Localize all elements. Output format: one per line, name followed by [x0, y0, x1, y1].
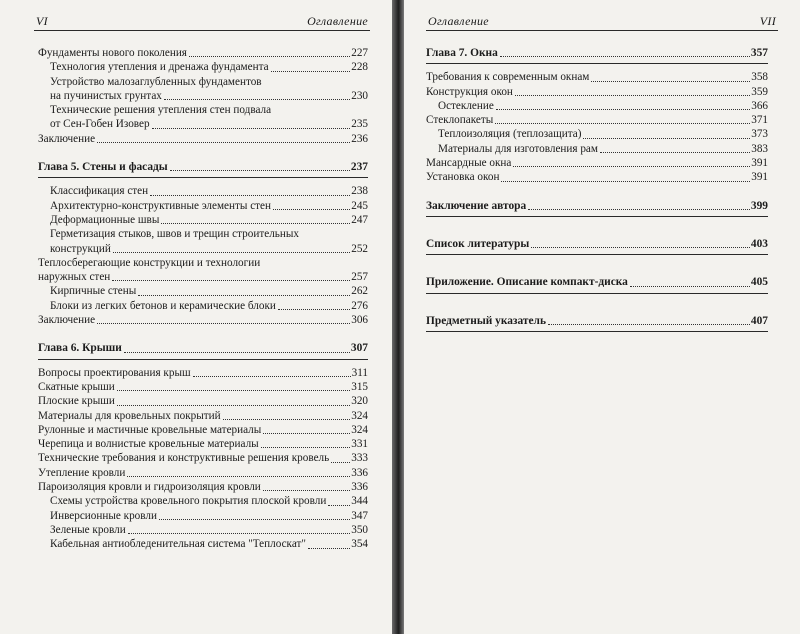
toc-leader-dots — [583, 138, 750, 139]
toc-entry — [38, 242, 368, 256]
toc-entry — [426, 127, 768, 141]
toc-leader-dots — [263, 490, 350, 491]
toc-entry-title: Черепица и волнистые кровельные материалы — [38, 438, 259, 451]
toc-leader-dots — [150, 195, 350, 196]
chapter-rule — [426, 63, 768, 64]
toc-leader-dots — [513, 166, 750, 167]
toc-entry — [38, 409, 368, 423]
chapter-rule — [38, 177, 368, 178]
toc-entry — [38, 523, 368, 537]
toc-entry-title: Скатные крыши — [38, 380, 115, 393]
right-toc — [426, 46, 768, 338]
toc-entry-page: 347 — [351, 509, 368, 522]
toc-entry-title: Вопросы проектирования крыш — [38, 366, 191, 379]
toc-entry — [38, 380, 368, 394]
toc-entry — [38, 451, 368, 465]
chapter-rule — [426, 216, 768, 217]
toc-chapter — [426, 237, 768, 251]
toc-entry-title: Глава 6. Крыши — [38, 342, 122, 355]
toc-entry-title: Заключение — [38, 132, 96, 145]
toc-leader-dots — [501, 181, 750, 182]
toc-leader-dots — [271, 71, 351, 72]
section-gap — [426, 223, 768, 237]
toc-entry-page: 391 — [751, 157, 768, 170]
toc-leader-dots — [328, 505, 350, 506]
toc-entry-page: 366 — [751, 99, 768, 112]
toc-leader-dots — [273, 209, 350, 210]
toc-leader-dots — [138, 295, 350, 296]
toc-entry-first-line: Технические решения утепления стен подвала — [50, 104, 272, 117]
toc-entry-page: 252 — [351, 242, 368, 255]
toc-leader-dots — [261, 447, 351, 448]
toc-entry-page: 228 — [351, 61, 368, 74]
toc-entry-first-line: Герметизация стыков, швов и трещин строительных — [50, 228, 299, 241]
toc-entry-page: 405 — [750, 276, 768, 289]
toc-entry-title: Стеклопакеты — [426, 114, 494, 127]
toc-entry — [38, 46, 368, 60]
toc-entry — [38, 89, 368, 103]
toc-entry-title: Список литературы — [426, 237, 530, 250]
toc-leader-dots — [117, 390, 351, 391]
section-gap — [426, 185, 768, 199]
toc-entry-page: 371 — [751, 114, 768, 127]
book-gutter — [392, 0, 404, 634]
toc-leader-dots — [500, 56, 750, 57]
toc-entry-page: 306 — [351, 314, 368, 327]
toc-entry — [38, 313, 368, 327]
toc-entry-page: 373 — [751, 128, 768, 141]
toc-entry-title: Технология утепления и дренажа фундамента — [50, 61, 269, 74]
toc-entry — [38, 423, 368, 437]
toc-entry-page: 235 — [351, 118, 368, 131]
section-gap — [426, 261, 768, 275]
toc-leader-dots — [127, 476, 350, 477]
toc-entry-page: 403 — [750, 237, 768, 250]
toc-leader-dots — [124, 352, 350, 353]
toc-entry-page: 262 — [351, 285, 368, 298]
toc-entry-page: 238 — [351, 185, 368, 198]
toc-entry — [38, 213, 368, 227]
toc-leader-dots — [113, 252, 350, 253]
toc-entry-page: 336 — [351, 466, 368, 479]
toc-entry-title: Деформационные швы — [50, 213, 160, 226]
toc-entry-page: 227 — [351, 47, 368, 59]
toc-entry-page: 333 — [351, 452, 368, 465]
toc-entry — [38, 480, 368, 494]
toc-entry-title: конструкций — [50, 242, 111, 255]
chapter-rule — [426, 254, 768, 255]
toc-entry-title: Предметный указатель — [426, 314, 546, 327]
toc-entry-page: 391 — [751, 171, 768, 184]
toc-entry — [38, 494, 368, 508]
toc-entry-title: Классификация стен — [50, 185, 149, 198]
toc-entry-title: наружных стен — [38, 271, 111, 284]
toc-leader-dots — [591, 81, 750, 82]
toc-entry-title: Утепление кровли — [38, 466, 126, 479]
toc-entry-title: Пароизоляция кровли и гидроизоляция кровли — [38, 481, 261, 494]
section-gap — [426, 300, 768, 314]
toc-entry-title: Фундаменты нового поколения — [38, 47, 187, 59]
toc-entry-title: Приложение. Описание компакт-диска — [426, 276, 628, 289]
toc-leader-dots — [164, 99, 350, 100]
toc-leader-dots — [331, 462, 350, 463]
toc-entry — [38, 509, 368, 523]
toc-entry-title: Требования к современным окнам — [426, 71, 590, 84]
toc-entry — [426, 142, 768, 156]
toc-entry-title: Архитектурно-конструктивные элементы стен — [50, 199, 272, 212]
toc-entry-page: 320 — [351, 395, 368, 408]
toc-leader-dots — [97, 142, 350, 143]
toc-entry-title: Инверсионные кровли — [50, 509, 157, 522]
toc-leader-dots — [495, 123, 750, 124]
toc-entry — [426, 170, 768, 184]
toc-entry-title: Конструкция окон — [426, 85, 513, 98]
toc-leader-dots — [223, 419, 351, 420]
toc-entry — [426, 156, 768, 170]
toc-leader-dots — [531, 247, 750, 248]
toc-entry — [38, 437, 368, 451]
toc-leader-dots — [117, 405, 350, 406]
toc-entry-page: 358 — [751, 71, 768, 84]
toc-entry-title: Остекление — [438, 99, 494, 112]
toc-entry-title: Мансардные окна — [426, 157, 512, 170]
toc-chapter — [38, 341, 368, 355]
toc-entry — [38, 60, 368, 74]
toc-entry — [38, 284, 368, 298]
toc-leader-dots — [600, 152, 750, 153]
toc-entry-page: 307 — [350, 342, 368, 355]
toc-leader-dots — [161, 223, 350, 224]
toc-entry-title: от Сен-Гобен Изовер — [50, 118, 150, 131]
toc-chapter — [426, 314, 768, 328]
toc-entry — [426, 113, 768, 127]
toc-entry-title: Глава 5. Стены и фасады — [38, 161, 168, 174]
toc-chapter — [426, 199, 768, 213]
toc-entry-title: Зеленые кровли — [50, 523, 126, 536]
toc-entry — [38, 184, 368, 198]
toc-entry-title: Теплоизоляция (теплозащита) — [438, 128, 582, 141]
toc-entry-page: 276 — [351, 299, 368, 312]
toc-entry-page: 344 — [351, 495, 368, 508]
toc-entry-page: 315 — [351, 380, 368, 393]
toc-chapter — [38, 160, 368, 174]
toc-leader-dots — [308, 548, 350, 549]
toc-entry-page: 357 — [750, 47, 768, 59]
toc-entry — [426, 99, 768, 113]
right-header-rule — [426, 30, 778, 31]
toc-leader-dots — [170, 170, 350, 171]
toc-entry-page: 336 — [351, 481, 368, 494]
right-page — [404, 0, 800, 634]
toc-entry — [38, 199, 368, 213]
section-gap — [38, 146, 368, 160]
toc-entry-page: 257 — [351, 271, 368, 284]
toc-entry-page: 354 — [351, 538, 368, 551]
toc-entry-title: Плоские крыши — [38, 395, 115, 408]
toc-leader-dots — [528, 209, 750, 210]
toc-entry-title: Кабельная антиобледенительная система "Теплоскат" — [50, 538, 306, 551]
toc-chapter — [426, 46, 768, 60]
toc-entry-title: на пучинистых грунтах — [50, 89, 162, 102]
toc-entry-page: 331 — [351, 438, 368, 451]
toc-entry-title: Рулонные и мастичные кровельные материалы — [38, 423, 262, 436]
toc-entry — [426, 70, 768, 84]
toc-entry-title: Схемы устройства кровельного покрытия плоской кровли — [50, 495, 327, 508]
toc-entry-first-line: Устройство малозаглубленных фундаментов — [50, 75, 262, 88]
toc-entry-page: 383 — [751, 142, 768, 155]
chapter-rule — [426, 293, 768, 294]
left-page — [0, 0, 392, 634]
toc-entry-title: Материалы для изготовления рам — [438, 142, 598, 155]
toc-entry-title: Блоки из легких бетонов и керамические блоки — [50, 299, 276, 312]
toc-entry-page: 399 — [750, 199, 768, 212]
toc-entry — [38, 366, 368, 380]
left-header-rule — [34, 30, 370, 31]
toc-leader-dots — [515, 95, 750, 96]
left-toc — [38, 46, 368, 552]
toc-entry-page: 245 — [351, 199, 368, 212]
toc-entry-page: 236 — [351, 132, 368, 145]
left-page-number: VI — [36, 14, 48, 28]
toc-entry-title: Кирпичные стены — [50, 285, 137, 298]
toc-leader-dots — [630, 286, 750, 287]
toc-entry-title: Заключение автора — [426, 199, 527, 212]
toc-leader-dots — [159, 519, 350, 520]
toc-entry — [38, 117, 368, 131]
toc-entry-first-line: Теплосберегающие конструкции и технологии — [38, 256, 261, 269]
toc-entry-page: 324 — [351, 409, 368, 422]
toc-entry-title: Материалы для кровельных покрытий — [38, 409, 221, 422]
chapter-rule — [38, 359, 368, 360]
toc-entry — [426, 85, 768, 99]
toc-entry-title: Установка окон — [426, 171, 500, 184]
toc-leader-dots — [97, 323, 350, 324]
toc-leader-dots — [112, 280, 350, 281]
right-running-head: Оглавление — [428, 14, 489, 28]
chapter-rule — [426, 331, 768, 332]
toc-entry-page: 407 — [750, 314, 768, 327]
toc-leader-dots — [189, 56, 350, 57]
toc-leader-dots — [496, 109, 750, 110]
toc-leader-dots — [548, 324, 750, 325]
right-page-number: VII — [759, 14, 776, 28]
toc-leader-dots — [193, 376, 351, 377]
toc-entry — [38, 270, 368, 284]
toc-leader-dots — [152, 128, 351, 129]
toc-entry-title: Заключение — [38, 314, 96, 327]
toc-entry-title: Глава 7. Окна — [426, 47, 498, 59]
toc-leader-dots — [263, 433, 350, 434]
toc-entry — [38, 466, 368, 480]
toc-entry-title: Технические требования и конструктивные решения кровель — [38, 452, 330, 465]
toc-entry-page: 350 — [351, 523, 368, 536]
toc-entry — [38, 537, 368, 551]
toc-entry — [38, 394, 368, 408]
toc-leader-dots — [128, 533, 351, 534]
toc-entry-page: 247 — [351, 213, 368, 226]
section-gap — [38, 327, 368, 341]
toc-chapter — [426, 275, 768, 289]
left-running-head: Оглавление — [307, 14, 368, 28]
toc-entry-page: 311 — [351, 366, 368, 379]
toc-leader-dots — [278, 309, 350, 310]
toc-entry — [38, 132, 368, 146]
toc-entry — [38, 299, 368, 313]
toc-entry-page: 324 — [351, 423, 368, 436]
toc-entry-page: 359 — [751, 85, 768, 98]
toc-entry-page: 230 — [351, 89, 368, 102]
toc-entry-page: 237 — [350, 161, 368, 174]
